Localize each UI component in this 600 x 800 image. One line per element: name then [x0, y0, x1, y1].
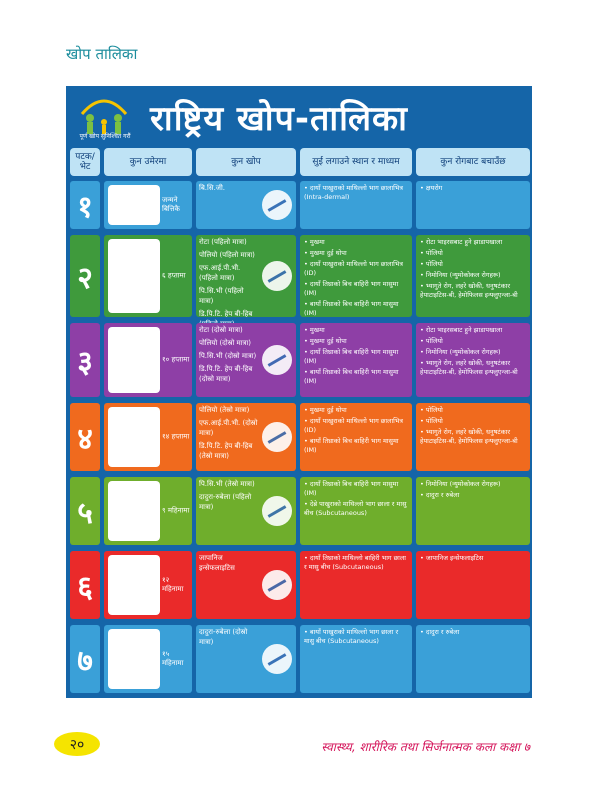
page-heading: खोप तालिका [66, 45, 138, 63]
header-method: सुई लगाउने स्थान र माध्यम [300, 148, 412, 176]
disease-protected: • जापानिज इन्सेफलाइटिस [420, 554, 484, 562]
method-cell [300, 181, 412, 229]
disease-protected: • दादुरा र रुबेला [420, 628, 460, 636]
syringe-icon [262, 422, 292, 452]
age-cell [104, 403, 192, 471]
disease-cell [416, 477, 530, 545]
disease-protected: • पोलियो [420, 249, 443, 257]
visit-number: ५ [77, 495, 93, 531]
poster-title: राष्ट्रिय खोप-तालिका [150, 99, 408, 139]
poster-header [66, 86, 532, 146]
book-title: स्वास्थ्य, शारीरिक तथा सिर्जनात्मक कला कक्षा ७ [321, 740, 530, 754]
vaccine-name: रोटा (पहिलो मात्रा) [199, 238, 247, 246]
disease-protected: • भ्यागुते रोग, लहरे खोकी, धनुषटंकार हेपाटाइटिस-बी, हेमोफिलस इन्फ्लुएन्जा-बी [420, 359, 518, 376]
method-cell [300, 403, 412, 471]
disease-protected: • भ्यागुते रोग, लहरे खोकी, धनुषटंकार हेपाटाइटिस-बी, हेमोफिलस इन्फ्लुएन्जा-बी [420, 428, 518, 445]
vaccine-cell [196, 403, 296, 471]
visit-number-cell [70, 551, 100, 619]
child-illustration [108, 555, 160, 615]
vaccine-name: पि.सि.भी (दोस्रो मात्रा) [199, 352, 257, 360]
vaccine-cell [196, 477, 296, 545]
vaccine-cell [196, 625, 296, 693]
vaccine-name: पोलियो (दोस्रो मात्रा) [199, 339, 251, 347]
vaccine-name: एफ.आई.पी.भी. (पहिलो मात्रा) [199, 264, 241, 282]
vaccine-name: एफ.आई.पी.भी. (दोस्रो मात्रा) [199, 419, 258, 437]
child-illustration [108, 185, 160, 225]
age-cell [104, 323, 192, 397]
disease-protected: • निमोनिया (न्युमोकोकल रोगहरू) [420, 480, 501, 488]
age-cell [104, 235, 192, 317]
visit-number-cell [70, 181, 100, 229]
age-cell [104, 625, 192, 693]
disease-protected: • पोलियो [420, 337, 443, 345]
schedule-row [70, 232, 530, 320]
schedule-row [70, 474, 530, 548]
vaccine-name: दादुरा-रुबेला (पहिलो मात्रा) [199, 493, 252, 511]
disease-protected: • रोटा भाइरसबाट हुने झाडापखाला [420, 238, 503, 246]
vaccine-name: रोटा (दोस्रो मात्रा) [199, 326, 243, 334]
injection-method: • बायाँ पाखुराको माथिल्लो भाग छाला र मासु बीच (Subcutaneous) [304, 628, 399, 645]
injection-method: • बायाँ तिघ्राको बिच बाहिरी भाग मासुमा (IM) [304, 437, 399, 454]
age-label: १४ हप्तामा [162, 432, 190, 441]
method-cell [300, 551, 412, 619]
visit-number: ६ [77, 569, 93, 605]
method-cell [300, 235, 412, 317]
disease-protected: • निमोनिया (न्युमोकोकल रोगहरू) [420, 348, 501, 356]
disease-cell [416, 403, 530, 471]
vaccine-name: बि.सि.जी. [199, 184, 226, 192]
injection-method: • दायाँ तिघ्राको बिच बाहिरी भाग मासुमा (IM) [304, 348, 399, 365]
age-cell [104, 181, 192, 229]
injection-method: • दायाँ पाखुराको माथिल्लो भाग छालाभित्र (ID) [304, 260, 403, 277]
vaccine-name: पि.सि.भी (तेस्रो मात्रा) [199, 480, 255, 488]
visit-number: ४ [77, 421, 93, 457]
vaccine-name: डि.पि.टि. हेप बी-हिब (तेस्रो मात्रा) [199, 442, 253, 460]
injection-method: • बायाँ तिघ्राको बिच बाहिरी भाग मासुमा (IM) [304, 300, 399, 317]
injection-method: • देब्रे पाखुराको माथिल्लो भाग छाला र मासु बीच (Subcutaneous) [304, 500, 407, 517]
disease-protected: • क्षयरोग [420, 184, 443, 192]
syringe-icon [262, 496, 292, 526]
visit-number: ७ [77, 643, 93, 679]
injection-method: • दायाँ पाखुराको माथिल्लो भाग छालाभित्र (Intra-dermal) [304, 184, 403, 201]
visit-number-cell [70, 403, 100, 471]
age-label: जन्मने बित्तिकै [162, 196, 180, 213]
disease-cell [416, 551, 530, 619]
injection-method: • दायाँ तिघ्राको बिच बाहिरी भाग मासुमा (IM) [304, 480, 399, 497]
vaccine-name: डि.पि.टि. हेप बी-हिब (दोस्रो मात्रा) [199, 365, 253, 383]
injection-method: • मुखमा [304, 238, 325, 246]
age-label: १२ महिनामा [162, 576, 184, 593]
vaccine-name: डि.पि.टि. हेप बी-हिब [199, 310, 253, 318]
method-cell [300, 625, 412, 693]
disease-protected: • भ्यागुते रोग, लहरे खोकी, धनुषटंकार हेपाटाइटिस-बी, हेमोफिलस इन्फ्लुएन्जा-बी [420, 282, 518, 299]
visit-number-cell [70, 477, 100, 545]
schedule-row [70, 320, 530, 400]
child-illustration [108, 239, 160, 313]
age-cell [104, 551, 192, 619]
injection-method: • दायाँ पाखुराको माथिल्लो भाग छालाभित्र (ID) [304, 417, 403, 434]
header-age: कुन उमेरमा [104, 148, 192, 176]
age-label: १५ महिनामा [162, 650, 184, 667]
child-illustration [108, 327, 160, 393]
vaccine-cell [196, 323, 296, 397]
syringe-icon [262, 190, 292, 220]
disease-protected: • रोटा भाइरसबाट हुने झाडापखाला [420, 326, 503, 334]
visit-number: १ [77, 189, 93, 225]
disease-protected: • दादुरा र रुबेला [420, 491, 460, 499]
vaccine-cell [196, 235, 296, 317]
column-headers [70, 148, 530, 176]
visit-number: ३ [77, 344, 93, 380]
schedule-row [70, 548, 530, 622]
syringe-icon [262, 570, 292, 600]
disease-protected: • पोलियो [420, 406, 443, 414]
method-cell [300, 477, 412, 545]
visit-number-cell [70, 323, 100, 397]
vaccine-name: पि.सि.भी (पहिलो मात्रा) [199, 287, 244, 305]
disease-protected: • पोलियो [420, 417, 443, 425]
page-number-badge: २० [54, 732, 100, 756]
injection-method: • मुखमा दुई थोपा [304, 337, 347, 345]
method-cell [300, 323, 412, 397]
age-label: ९ महिनामा [162, 506, 190, 515]
injection-method: • दायाँ तिघ्राको माथिल्लो बाहिरी भाग छाला र मासु बीच (Subcutaneous) [304, 554, 406, 571]
syringe-icon [262, 345, 292, 375]
child-illustration [108, 629, 160, 689]
vaccine-name: जापानिज इन्सेफलाइटिस [199, 554, 235, 572]
visit-number: २ [77, 260, 93, 296]
vaccine-name: पोलियो (पहिलो मात्रा) [199, 251, 255, 259]
header-vaccine: कुन खोप [196, 148, 296, 176]
vaccine-name: पोलियो (तेस्रो मात्रा) [199, 406, 250, 414]
visit-number-cell [70, 235, 100, 317]
disease-cell [416, 323, 530, 397]
disease-protected: • पोलियो [420, 260, 443, 268]
child-illustration [108, 407, 160, 467]
vaccine-cell [196, 181, 296, 229]
schedule-row [70, 622, 530, 696]
vaccine-cell [196, 551, 296, 619]
age-label: १० हप्तामा [162, 355, 190, 364]
disease-protected: • निमोनिया (न्युमोकोकल रोगहरू) [420, 271, 501, 279]
syringe-icon [262, 261, 292, 291]
age-label: ६ हप्तामा [162, 271, 186, 280]
injection-method: • दायाँ तिघ्राको बिच बाहिरी भाग मासुमा (IM) [304, 280, 399, 297]
injection-method: • बायाँ तिघ्राको बिच बाहिरी भाग मासुमा (IM) [304, 368, 399, 385]
injection-method: • मुखमा [304, 326, 325, 334]
child-illustration [108, 481, 160, 541]
disease-cell [416, 235, 530, 317]
disease-cell [416, 181, 530, 229]
logo-caption: पूर्ण खोप सुनिश्चित गरौं [79, 133, 131, 140]
visit-number-cell [70, 625, 100, 693]
age-cell [104, 477, 192, 545]
vaccine-name: दादुरा-रुबेला (दोस्रो मात्रा) [199, 628, 248, 646]
syringe-icon [262, 644, 292, 674]
header-disease: कुन रोगबाट बचाउँछ [416, 148, 530, 176]
injection-method: • मुखमा दुई थोपा [304, 406, 347, 414]
vaccination-poster [66, 86, 532, 698]
schedule-row [70, 178, 530, 232]
header-visit: पटक/ भेट [70, 148, 100, 176]
disease-cell [416, 625, 530, 693]
injection-method: • मुखमा दुई थोपा [304, 249, 347, 257]
schedule-row [70, 400, 530, 474]
